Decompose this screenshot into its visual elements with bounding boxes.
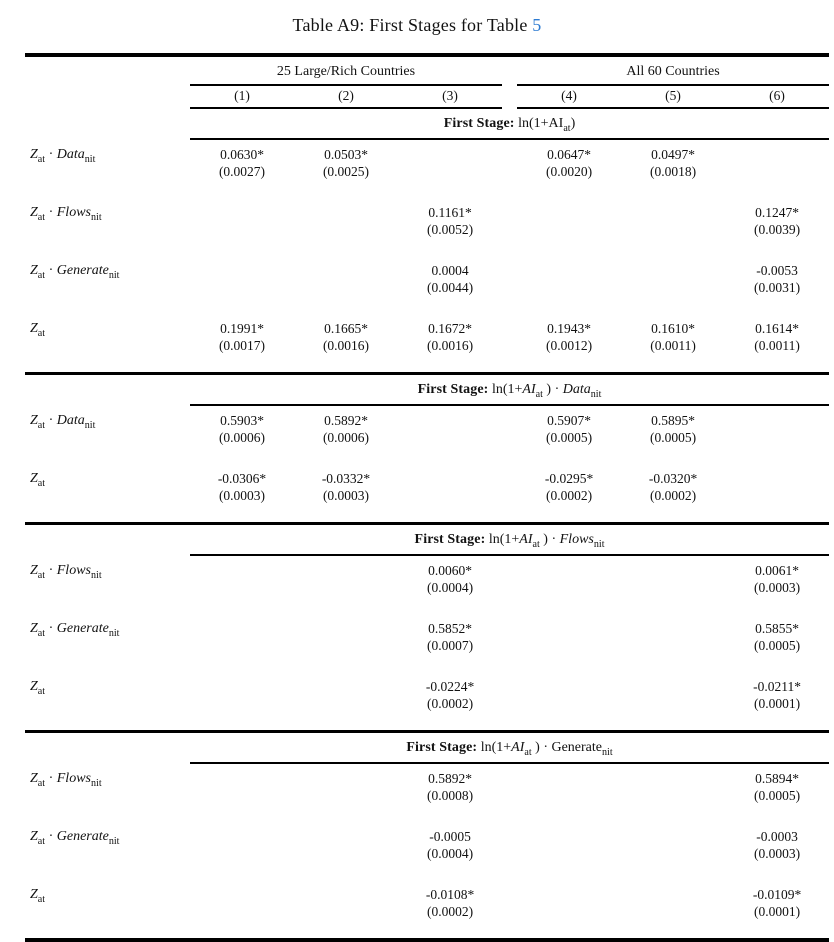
column-gap [502, 279, 517, 314]
row-label-spacer [25, 903, 190, 938]
coefficient-row [25, 555, 829, 579]
column-gap [502, 337, 517, 372]
estimate-cell [398, 405, 502, 429]
estimate-cell [190, 763, 294, 787]
column-gap [502, 163, 517, 198]
estimate-cell: 0.5907* [547, 413, 591, 428]
se-cell: (0.0020) [545, 164, 593, 179]
coefficient-row [25, 256, 829, 279]
se-cell [725, 429, 829, 464]
estimate-cell [294, 880, 398, 903]
row-label: $Z_{at}$ · Generate$_{nit}$ [30, 829, 120, 847]
column-group-row [25, 55, 829, 85]
column-number-2: (2) [294, 85, 398, 108]
se-cell [294, 637, 398, 672]
estimate-cell [517, 822, 621, 845]
estimate-cell [517, 614, 621, 637]
column-gap [502, 221, 517, 256]
coefficient-row [25, 763, 829, 787]
estimate-cell: 0.0630* [220, 147, 264, 162]
estimate-cell [190, 256, 294, 279]
column-group-left-label: 25 Large/Rich Countries [190, 55, 502, 85]
se-cell [517, 845, 621, 880]
se-cell: (0.0005) [649, 430, 697, 445]
panel-header: First Stage: $\ln(1+AI_{at})$ [190, 108, 829, 139]
column-gap [502, 198, 517, 221]
se-cell: (0.0003) [753, 580, 801, 595]
estimate-cell: -0.0053 [756, 263, 798, 278]
se-cell: (0.0004) [426, 846, 474, 861]
se-cell [517, 221, 621, 256]
header-spacer [25, 55, 190, 85]
estimate-cell: 0.0647* [547, 147, 591, 162]
column-gap [502, 787, 517, 822]
standard-error-row [25, 579, 829, 614]
estimate-cell [294, 822, 398, 845]
estimate-cell: 0.1991* [220, 321, 264, 336]
estimate-cell: -0.0003 [756, 829, 798, 844]
se-cell [190, 845, 294, 880]
estimate-cell [621, 614, 725, 637]
row-label-spacer [25, 429, 190, 464]
estimate-cell: 0.0061* [755, 563, 799, 578]
se-cell [517, 579, 621, 614]
table-5-link[interactable]: 5 [532, 15, 542, 35]
regression-table [25, 53, 829, 942]
estimate-cell [294, 763, 398, 787]
se-cell: (0.0027) [218, 164, 266, 179]
se-cell [294, 221, 398, 256]
panel-header-spacer [25, 108, 190, 139]
estimate-cell: 0.1672* [428, 321, 472, 336]
estimate-cell: 0.0060* [428, 563, 472, 578]
estimate-cell [621, 672, 725, 695]
row-label: $Z_{at}$ · Flows$_{nit}$ [30, 771, 102, 789]
se-cell: (0.0005) [545, 430, 593, 445]
se-cell [621, 903, 725, 938]
estimate-cell: -0.0224* [425, 679, 475, 694]
estimate-cell: 0.0004 [431, 263, 469, 278]
estimate-cell [725, 139, 829, 163]
column-gap [502, 763, 517, 787]
column-gap [502, 695, 517, 730]
estimate-cell [621, 555, 725, 579]
se-cell [398, 163, 502, 198]
column-gap [502, 555, 517, 579]
column-gap [502, 256, 517, 279]
se-cell: (0.0002) [426, 904, 474, 919]
row-label-spacer [25, 787, 190, 822]
estimate-cell: -0.0108* [425, 887, 475, 902]
panel-header: First Stage: $\ln(1+AI_{at}$ ) · Data$_{nit}$ [190, 374, 829, 406]
estimate-cell [190, 555, 294, 579]
se-cell: (0.0008) [426, 788, 474, 803]
se-cell [190, 279, 294, 314]
estimate-cell: -0.0005 [429, 829, 471, 844]
se-cell [621, 637, 725, 672]
column-gap [502, 314, 517, 337]
estimate-cell: -0.0295* [544, 471, 594, 486]
estimate-cell: 0.5895* [651, 413, 695, 428]
estimate-cell: 0.0503* [324, 147, 368, 162]
se-cell [725, 487, 829, 522]
column-gap [502, 464, 517, 487]
se-cell [621, 695, 725, 730]
estimate-cell: -0.0332* [321, 471, 371, 486]
se-cell [294, 279, 398, 314]
column-gap [502, 405, 517, 429]
estimate-cell [190, 198, 294, 221]
estimate-cell: -0.0109* [752, 887, 802, 902]
panel-header-spacer [25, 374, 190, 406]
standard-error-row [25, 695, 829, 730]
estimate-cell [725, 464, 829, 487]
row-label-spacer [25, 637, 190, 672]
estimate-cell [517, 555, 621, 579]
estimate-cell [621, 256, 725, 279]
coefficient-row [25, 822, 829, 845]
estimate-cell [294, 198, 398, 221]
row-label-spacer [25, 845, 190, 880]
se-cell: (0.0012) [545, 338, 593, 353]
estimate-cell [190, 614, 294, 637]
se-cell [621, 221, 725, 256]
estimate-cell: 0.5892* [428, 771, 472, 786]
estimate-cell: 0.1247* [755, 205, 799, 220]
standard-error-row [25, 845, 829, 880]
standard-error-row [25, 787, 829, 822]
estimate-cell [294, 672, 398, 695]
column-number-row [25, 85, 829, 108]
se-cell [294, 845, 398, 880]
column-gap [502, 487, 517, 522]
row-label: $Z_{at}$ [30, 679, 46, 697]
estimate-cell: 0.1665* [324, 321, 368, 336]
estimate-cell: 0.1161* [428, 205, 472, 220]
column-gap [502, 55, 517, 85]
se-cell [517, 279, 621, 314]
panel-separator-rule [25, 938, 829, 940]
column-gap [502, 85, 517, 108]
se-cell: (0.0011) [754, 338, 800, 353]
estimate-cell: 0.1610* [651, 321, 695, 336]
se-cell [725, 163, 829, 198]
estimate-cell [517, 256, 621, 279]
estimate-cell [294, 256, 398, 279]
column-number-6: (6) [725, 85, 829, 108]
column-gap [502, 880, 517, 903]
estimate-cell: 0.5855* [755, 621, 799, 636]
estimate-cell: -0.0306* [217, 471, 267, 486]
estimate-cell [190, 822, 294, 845]
panel-header: First Stage: $\ln(1+AI_{at}$ ) · Generate$_{nit}$ [190, 732, 829, 764]
coefficient-row [25, 405, 829, 429]
column-number-4: (4) [517, 85, 621, 108]
se-cell: (0.0044) [426, 280, 474, 295]
se-cell: (0.0004) [426, 580, 474, 595]
table-title-text: Table A9: First Stages for Table [292, 15, 528, 35]
panel-header-bold-label: First Stage: [443, 116, 515, 131]
column-gap [502, 637, 517, 672]
se-cell [398, 429, 502, 464]
standard-error-row [25, 903, 829, 938]
se-cell: (0.0025) [322, 164, 370, 179]
estimate-cell: 0.5903* [220, 413, 264, 428]
se-cell: (0.0016) [426, 338, 474, 353]
standard-error-row [25, 487, 829, 522]
coefficient-row [25, 198, 829, 221]
column-gap [502, 429, 517, 464]
estimate-cell: 0.5852* [428, 621, 472, 636]
se-cell [621, 787, 725, 822]
row-label: $Z_{at}$ · Generate$_{nit}$ [30, 263, 120, 281]
coefficient-row [25, 672, 829, 695]
column-gap [502, 614, 517, 637]
column-gap [502, 579, 517, 614]
coefficient-row [25, 314, 829, 337]
se-cell: (0.0002) [426, 696, 474, 711]
standard-error-row [25, 221, 829, 256]
estimate-cell [517, 763, 621, 787]
standard-error-row [25, 163, 829, 198]
estimate-cell: 0.5894* [755, 771, 799, 786]
estimate-cell [190, 880, 294, 903]
se-cell: (0.0002) [545, 488, 593, 503]
estimate-cell [621, 198, 725, 221]
se-cell [517, 903, 621, 938]
se-cell: (0.0003) [753, 846, 801, 861]
se-cell [517, 787, 621, 822]
se-cell: (0.0005) [753, 788, 801, 803]
se-cell [294, 787, 398, 822]
se-cell: (0.0017) [218, 338, 266, 353]
standard-error-row [25, 337, 829, 372]
estimate-cell [621, 822, 725, 845]
se-cell [190, 579, 294, 614]
coefficient-row [25, 880, 829, 903]
panel-header-bold-label: First Stage: [414, 532, 486, 547]
row-label: $Z_{at}$ [30, 321, 46, 339]
se-cell: (0.0002) [649, 488, 697, 503]
se-cell [190, 787, 294, 822]
se-cell: (0.0016) [322, 338, 370, 353]
coefficient-row [25, 614, 829, 637]
standard-error-row [25, 279, 829, 314]
estimate-cell [621, 763, 725, 787]
panel-header: First Stage: $\ln(1+AI_{at}$ ) · Flows$_{nit}$ [190, 524, 829, 556]
column-gap [502, 672, 517, 695]
se-cell: (0.0011) [650, 338, 696, 353]
row-label-spacer [25, 579, 190, 614]
panel-header-bold-label: First Stage: [417, 382, 489, 397]
se-cell: (0.0005) [753, 638, 801, 653]
row-label: $Z_{at}$ [30, 471, 46, 489]
panel-header-bold-label: First Stage: [406, 740, 478, 755]
estimate-cell [398, 464, 502, 487]
estimate-cell: 0.1614* [755, 321, 799, 336]
se-cell [517, 695, 621, 730]
se-cell [294, 903, 398, 938]
se-cell: (0.0006) [218, 430, 266, 445]
estimate-cell [517, 880, 621, 903]
panel-header-spacer [25, 732, 190, 764]
se-cell [190, 221, 294, 256]
coefficient-row [25, 139, 829, 163]
column-number-5: (5) [621, 85, 725, 108]
se-cell: (0.0003) [322, 488, 370, 503]
se-cell: (0.0031) [753, 280, 801, 295]
estimate-cell [725, 405, 829, 429]
row-label: $Z_{at}$ · Data$_{nit}$ [30, 413, 96, 431]
se-cell: (0.0003) [218, 488, 266, 503]
column-gap [502, 822, 517, 845]
row-label: $Z_{at}$ · Flows$_{nit}$ [30, 205, 102, 223]
row-label-spacer [25, 221, 190, 256]
row-label-spacer [25, 279, 190, 314]
column-number-1: (1) [190, 85, 294, 108]
row-label: $Z_{at}$ [30, 887, 46, 905]
se-cell [190, 695, 294, 730]
column-gap [502, 139, 517, 163]
estimate-cell [294, 555, 398, 579]
header-spacer [25, 85, 190, 108]
estimate-cell [517, 198, 621, 221]
se-cell: (0.0007) [426, 638, 474, 653]
column-gap [502, 903, 517, 938]
se-cell: (0.0018) [649, 164, 697, 179]
se-cell [621, 579, 725, 614]
se-cell: (0.0052) [426, 222, 474, 237]
row-label-spacer [25, 695, 190, 730]
row-label-spacer [25, 337, 190, 372]
standard-error-row [25, 637, 829, 672]
estimate-cell: 0.1943* [547, 321, 591, 336]
coefficient-row [25, 464, 829, 487]
se-cell [190, 637, 294, 672]
estimate-cell [621, 880, 725, 903]
se-cell: (0.0006) [322, 430, 370, 445]
column-number-3: (3) [398, 85, 502, 108]
estimate-cell: 0.5892* [324, 413, 368, 428]
se-cell: (0.0001) [753, 696, 801, 711]
se-cell [621, 845, 725, 880]
column-group-right-label: All 60 Countries [517, 55, 829, 85]
column-gap [502, 845, 517, 880]
se-cell [517, 637, 621, 672]
panel-header-spacer [25, 524, 190, 556]
estimate-cell: -0.0211* [753, 679, 801, 694]
estimate-cell [517, 672, 621, 695]
row-label: $Z_{at}$ · Data$_{nit}$ [30, 147, 96, 165]
se-cell [398, 487, 502, 522]
estimate-cell: 0.0497* [651, 147, 695, 162]
se-cell: (0.0039) [753, 222, 801, 237]
row-label: $Z_{at}$ · Flows$_{nit}$ [30, 563, 102, 581]
estimate-cell [190, 672, 294, 695]
row-label: $Z_{at}$ · Generate$_{nit}$ [30, 621, 120, 639]
se-cell [294, 695, 398, 730]
estimate-cell [398, 139, 502, 163]
estimate-cell [294, 614, 398, 637]
se-cell: (0.0001) [753, 904, 801, 919]
row-label-spacer [25, 163, 190, 198]
standard-error-row [25, 429, 829, 464]
se-cell [294, 579, 398, 614]
row-label-spacer [25, 487, 190, 522]
estimate-cell: -0.0320* [648, 471, 698, 486]
table-title [0, 0, 834, 36]
se-cell [621, 279, 725, 314]
se-cell [190, 903, 294, 938]
